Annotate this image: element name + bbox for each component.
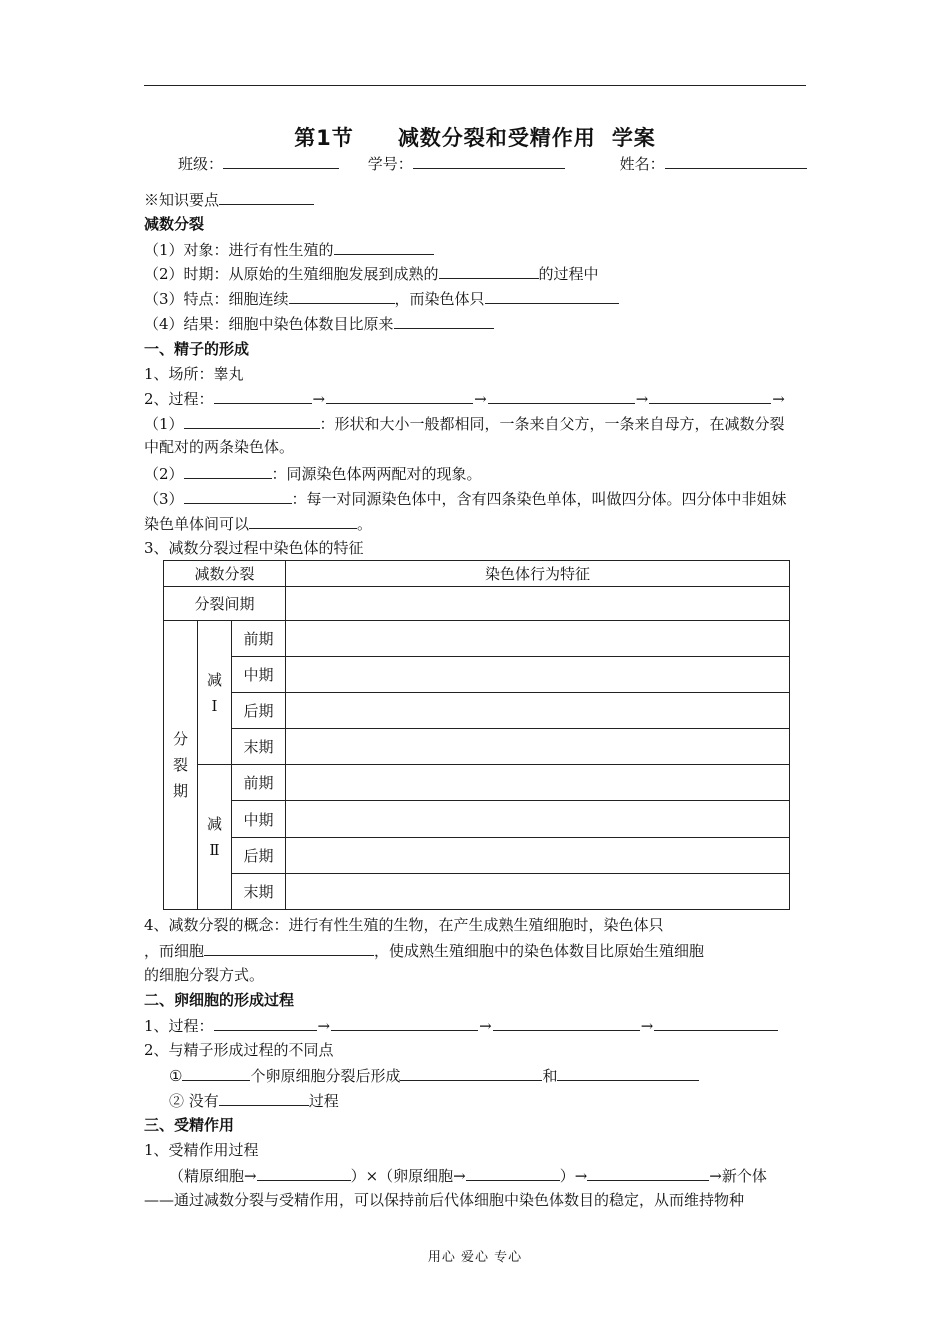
arrow-1: → bbox=[312, 390, 326, 408]
chromosome-table bbox=[163, 560, 790, 910]
egg-step-2[interactable] bbox=[331, 1014, 478, 1031]
meiosis-heading: 减数分裂 bbox=[144, 215, 205, 233]
table-header-behavior: 染色体行为特征 bbox=[286, 561, 790, 587]
egg-diff-2 bbox=[169, 1089, 339, 1112]
title-section: 第1节 bbox=[294, 126, 354, 150]
egg-arrow-1: → bbox=[317, 1017, 331, 1035]
arrow-2: → bbox=[474, 390, 487, 408]
sperm-heading: 一、精子的形成 bbox=[144, 340, 250, 358]
m1-metaphase-cell[interactable] bbox=[286, 657, 790, 693]
kp2-text: （2）时期：从原始的生殖细胞发展到成熟的 bbox=[144, 265, 439, 283]
definition-3 bbox=[144, 487, 787, 510]
name-blank[interactable] bbox=[665, 152, 807, 169]
key-points-text: ※知识要点 bbox=[144, 191, 220, 209]
m2-anaphase-label: 后期 bbox=[232, 838, 286, 874]
title-main: 减数分裂和受精作用 bbox=[397, 126, 596, 150]
definition-2 bbox=[144, 462, 482, 485]
fert-blank-1[interactable] bbox=[257, 1164, 351, 1181]
division-phase-text: 分裂期 bbox=[172, 730, 188, 800]
def3-pre: （3） bbox=[144, 490, 184, 508]
diff1-pre: ① bbox=[169, 1067, 183, 1085]
concept-line-2 bbox=[144, 939, 704, 962]
m1-prophase-cell[interactable] bbox=[286, 621, 790, 657]
m1-anaphase-cell[interactable] bbox=[286, 693, 790, 729]
m2-metaphase-cell[interactable] bbox=[286, 801, 790, 838]
m2-anaphase-cell[interactable] bbox=[286, 838, 790, 874]
def1-blank[interactable] bbox=[184, 412, 320, 429]
interphase-cell[interactable] bbox=[286, 587, 790, 621]
m2-prophase-label: 前期 bbox=[232, 765, 286, 801]
key-point-1 bbox=[144, 238, 434, 261]
def3-cont: 染色单体间可以 bbox=[144, 515, 250, 533]
egg-diff-1 bbox=[169, 1064, 699, 1087]
meiosis-2-text: 减Ⅱ bbox=[206, 815, 222, 859]
egg-step-1[interactable] bbox=[214, 1014, 317, 1031]
name-label: 姓名： bbox=[619, 155, 665, 173]
concept-mid2: ，使成熟生殖细胞中的染色体数目比原始生殖细胞 bbox=[374, 942, 705, 960]
kp3-blank-b[interactable] bbox=[485, 287, 619, 304]
kp3-mid: ，而染色体只 bbox=[394, 290, 485, 308]
meiosis-2-label bbox=[198, 765, 232, 910]
kp3-blank-a[interactable] bbox=[289, 287, 395, 304]
concept-line-3: 的细胞分裂方式。 bbox=[144, 966, 265, 984]
definition-3-cont bbox=[144, 512, 372, 535]
egg-step-3[interactable] bbox=[493, 1014, 640, 1031]
diff1-blank-b[interactable] bbox=[400, 1064, 542, 1081]
diff2-pre: ② 没有 bbox=[169, 1092, 219, 1110]
student-info-row bbox=[178, 152, 807, 175]
m2-prophase-cell[interactable] bbox=[286, 765, 790, 801]
egg-step-4[interactable] bbox=[654, 1014, 778, 1031]
def3-cont-blank[interactable] bbox=[249, 512, 357, 529]
key-point-3 bbox=[144, 287, 619, 310]
def3-post: ：每一对同源染色体中，含有四条染色单体，叫做四分体。四分体中非姐妹 bbox=[291, 490, 787, 508]
arrow-3: → bbox=[635, 390, 649, 408]
fert-c: ）→ bbox=[559, 1167, 588, 1185]
key-point-4 bbox=[144, 312, 494, 335]
egg-arrow-3: → bbox=[640, 1017, 654, 1035]
fert-b: ）×（卵原细胞→ bbox=[350, 1167, 466, 1185]
table-header-division: 减数分裂 bbox=[164, 561, 286, 587]
id-label: 学号： bbox=[367, 155, 413, 173]
fertilization-sub: 1、受精作用过程 bbox=[144, 1141, 259, 1159]
sperm-step-1[interactable] bbox=[214, 387, 312, 404]
interphase-label: 分裂间期 bbox=[164, 587, 286, 621]
diff2-blank[interactable] bbox=[219, 1089, 309, 1106]
table-caption: 3、减数分裂过程中染色体的特征 bbox=[144, 539, 364, 557]
class-blank[interactable] bbox=[223, 152, 339, 169]
egg-arrow-2: → bbox=[479, 1017, 492, 1035]
key-points-heading bbox=[144, 188, 314, 211]
def3-end: 。 bbox=[357, 515, 373, 533]
sperm-place: 1、场所：睾丸 bbox=[144, 365, 244, 383]
def1-pre: （1） bbox=[144, 415, 184, 433]
m1-telophase-label: 末期 bbox=[232, 729, 286, 765]
sperm-step-4[interactable] bbox=[649, 387, 771, 404]
sperm-step-2[interactable] bbox=[326, 387, 473, 404]
def2-blank[interactable] bbox=[184, 462, 272, 479]
fert-a: （精原细胞→ bbox=[169, 1167, 257, 1185]
def1-post: ：形状和大小一般都相同，一条来自父方，一条来自母方，在减数分裂 bbox=[319, 415, 785, 433]
kp1-text: （1）对象：进行有性生殖的 bbox=[144, 241, 334, 259]
diff1-blank-c[interactable] bbox=[557, 1064, 699, 1081]
division-phase-label bbox=[164, 621, 198, 910]
def2-pre: （2） bbox=[144, 465, 184, 483]
egg-diff-heading: 2、与精子形成过程的不同点 bbox=[144, 1041, 334, 1059]
kp1-blank[interactable] bbox=[334, 238, 434, 255]
fertilization-process bbox=[169, 1164, 767, 1187]
fert-d: →新个体 bbox=[709, 1167, 767, 1185]
kp4-text: （4）结果：细胞中染色体数目比原来 bbox=[144, 315, 394, 333]
header-rule bbox=[144, 85, 806, 86]
sperm-process bbox=[144, 387, 786, 410]
fertilization-heading: 三、受精作用 bbox=[144, 1116, 235, 1134]
egg-heading: 二、卵细胞的形成过程 bbox=[144, 991, 295, 1009]
title-tail: 学案 bbox=[611, 126, 656, 150]
def3-blank[interactable] bbox=[184, 487, 292, 504]
meiosis-1-text: 减Ⅰ bbox=[206, 670, 222, 715]
m1-anaphase-label: 后期 bbox=[232, 693, 286, 729]
key-point-2 bbox=[144, 262, 599, 285]
m2-telophase-cell[interactable] bbox=[286, 874, 790, 910]
concept-mid1: ，而细胞 bbox=[144, 942, 205, 960]
diff1-blank-a[interactable] bbox=[182, 1064, 250, 1081]
concept-blank[interactable] bbox=[204, 939, 374, 956]
fert-blank-3[interactable] bbox=[587, 1164, 709, 1181]
m1-prophase-label: 前期 bbox=[232, 621, 286, 657]
key-points-underline bbox=[219, 188, 314, 205]
definition-1-cont: 中配对的两条染色体。 bbox=[144, 438, 295, 456]
m1-telophase-cell[interactable] bbox=[286, 729, 790, 765]
sperm-process-label: 2、过程： bbox=[144, 390, 214, 408]
m2-telophase-label: 末期 bbox=[232, 874, 286, 910]
page-footer: 用心 爱心 专心 bbox=[427, 1250, 523, 1265]
diff1-and: 和 bbox=[542, 1067, 558, 1085]
sperm-step-3[interactable] bbox=[488, 387, 635, 404]
egg-process bbox=[144, 1014, 778, 1037]
kp4-blank[interactable] bbox=[394, 312, 494, 329]
definition-1 bbox=[144, 412, 785, 435]
kp2-blank[interactable] bbox=[439, 262, 539, 279]
concept-line-1: 4、减数分裂的概念：进行有性生殖的生物，在产生成熟生殖细胞时，染色体只 bbox=[144, 916, 664, 934]
id-blank[interactable] bbox=[413, 152, 565, 169]
page-title bbox=[0, 122, 950, 152]
def2-post: ：同源染色体两两配对的现象。 bbox=[271, 465, 482, 483]
kp3-text: （3）特点：细胞连续 bbox=[144, 290, 289, 308]
class-label: 班级： bbox=[178, 155, 224, 173]
diff1-mid: 个卵原细胞分裂后形成 bbox=[250, 1067, 401, 1085]
m1-metaphase-label: 中期 bbox=[232, 657, 286, 693]
fert-blank-2[interactable] bbox=[466, 1164, 560, 1181]
meiosis-1-label bbox=[198, 621, 232, 765]
arrow-4: → bbox=[772, 390, 785, 408]
kp2-post: 的过程中 bbox=[538, 265, 599, 283]
fertilization-summary: ——通过减数分裂与受精作用，可以保持前后代体细胞中染色体数目的稳定，从而维持物种 bbox=[144, 1191, 745, 1209]
diff2-post: 过程 bbox=[308, 1092, 339, 1110]
m2-metaphase-label: 中期 bbox=[232, 801, 286, 838]
egg-process-label: 1、过程： bbox=[144, 1017, 214, 1035]
